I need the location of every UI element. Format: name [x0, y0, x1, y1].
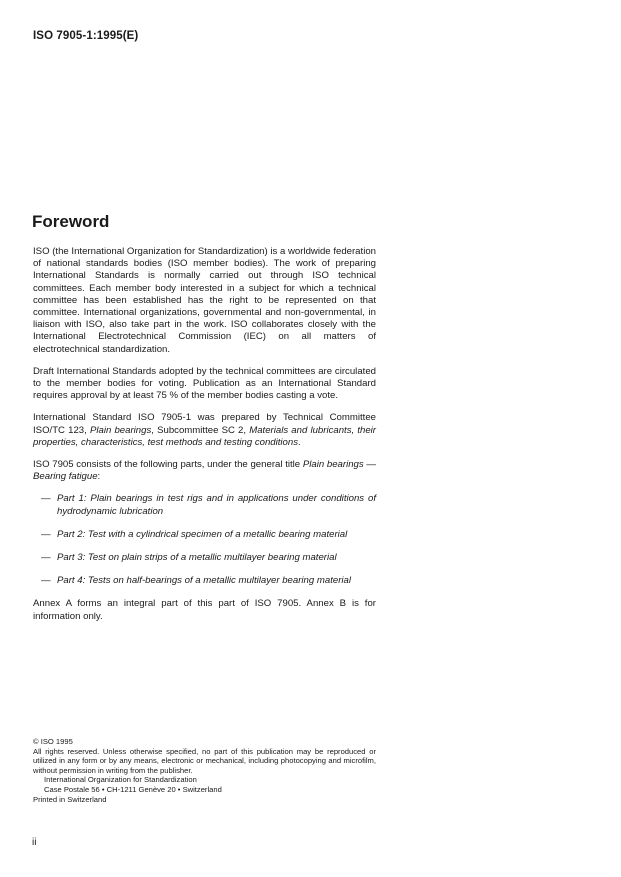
list-item: [33, 575, 376, 587]
foreword-heading: Foreword: [32, 212, 110, 231]
dash-bullet: —: [41, 528, 51, 540]
organization-name: International Organization for Standardization: [44, 775, 197, 785]
paragraph-draft-standards: Draft International Standards adopted by the technical committees are circulated to the member bodies for voting. Publication as an International Standard requires approval by at least 75 % of the member bodies casting a vote.: [33, 365, 376, 402]
part-title: Part 2: Test with a cylindrical specimen of a metallic bearing material: [57, 528, 348, 540]
para4-suffix: :: [97, 471, 101, 483]
tc-title: Plain bearings: [89, 424, 152, 436]
part-title: Part 4: Tests on half-bearings of a metallic multilayer bearing material: [57, 575, 351, 587]
list-item: [33, 529, 376, 541]
copyright-notice: © ISO 1995: [33, 737, 73, 746]
list-item: [33, 493, 376, 517]
para3-suffix: .: [298, 436, 301, 448]
paragraph-iso-organization: ISO (the International Organization for Standardization) is a worldwide federation of national standards bodies (ISO member bodies). The work of preparing International Standards is normally carried out through ISO technical committees. Each member body interested in a subject for which a technical committee has been established has the right to be represented on that committee. International organizations, governmental and non-governmental, in liaison with ISO, also take part in the work. ISO collaborates closely with the International Electrotechnical Commission (IEC) on all matters of electrotechnical standardization.: [33, 246, 376, 355]
para3-prefix: International Standard ISO 7905-1 was prepared by Technical Committee ISO/TC 123,: [33, 412, 376, 436]
printed-location: Printed in Switzerland: [33, 794, 107, 804]
sc-title: Materials and lubricants, their properties, characteristics, test methods and testing conditions: [33, 424, 376, 448]
rights-statement: All rights reserved. Unless otherwise specified, no part of this publication may be reproduced or utilized in any form or by any means, electronic or mechanical, including photocopying and microfilm, without permission in writing from the publisher.: [33, 746, 376, 775]
part-title: Part 1: Plain bearings in test rigs and in applications under conditions of hydrodynamic lubrication: [57, 493, 376, 517]
copyright-block: [33, 737, 376, 804]
parts-list: [33, 493, 376, 587]
paragraph-annexes: Annex A forms an integral part of this part of ISO 7905. Annex B is for information only.: [33, 598, 376, 622]
postal-address: Case Postale 56 • CH-1211 Genève 20 • Switzerland: [44, 784, 222, 794]
paragraph-technical-committee: [33, 412, 376, 449]
dash-bullet: —: [41, 552, 51, 564]
para3-middle: , Subcommittee SC 2,: [151, 424, 250, 436]
dash-bullet: —: [41, 575, 51, 587]
paragraph-parts-intro: [33, 459, 376, 483]
part-title: Part 3: Test on plain strips of a metallic multilayer bearing material: [57, 552, 337, 564]
para4-prefix: ISO 7905 consists of the following parts, under the general title: [33, 459, 303, 471]
document-identifier: ISO 7905-1:1995(E): [33, 30, 139, 42]
page-number: ii: [32, 837, 37, 848]
foreword-body: [33, 246, 376, 633]
dash-bullet: —: [41, 493, 51, 505]
general-title: Plain bearings — Bearing fatigue: [33, 459, 376, 483]
list-item: [33, 552, 376, 564]
